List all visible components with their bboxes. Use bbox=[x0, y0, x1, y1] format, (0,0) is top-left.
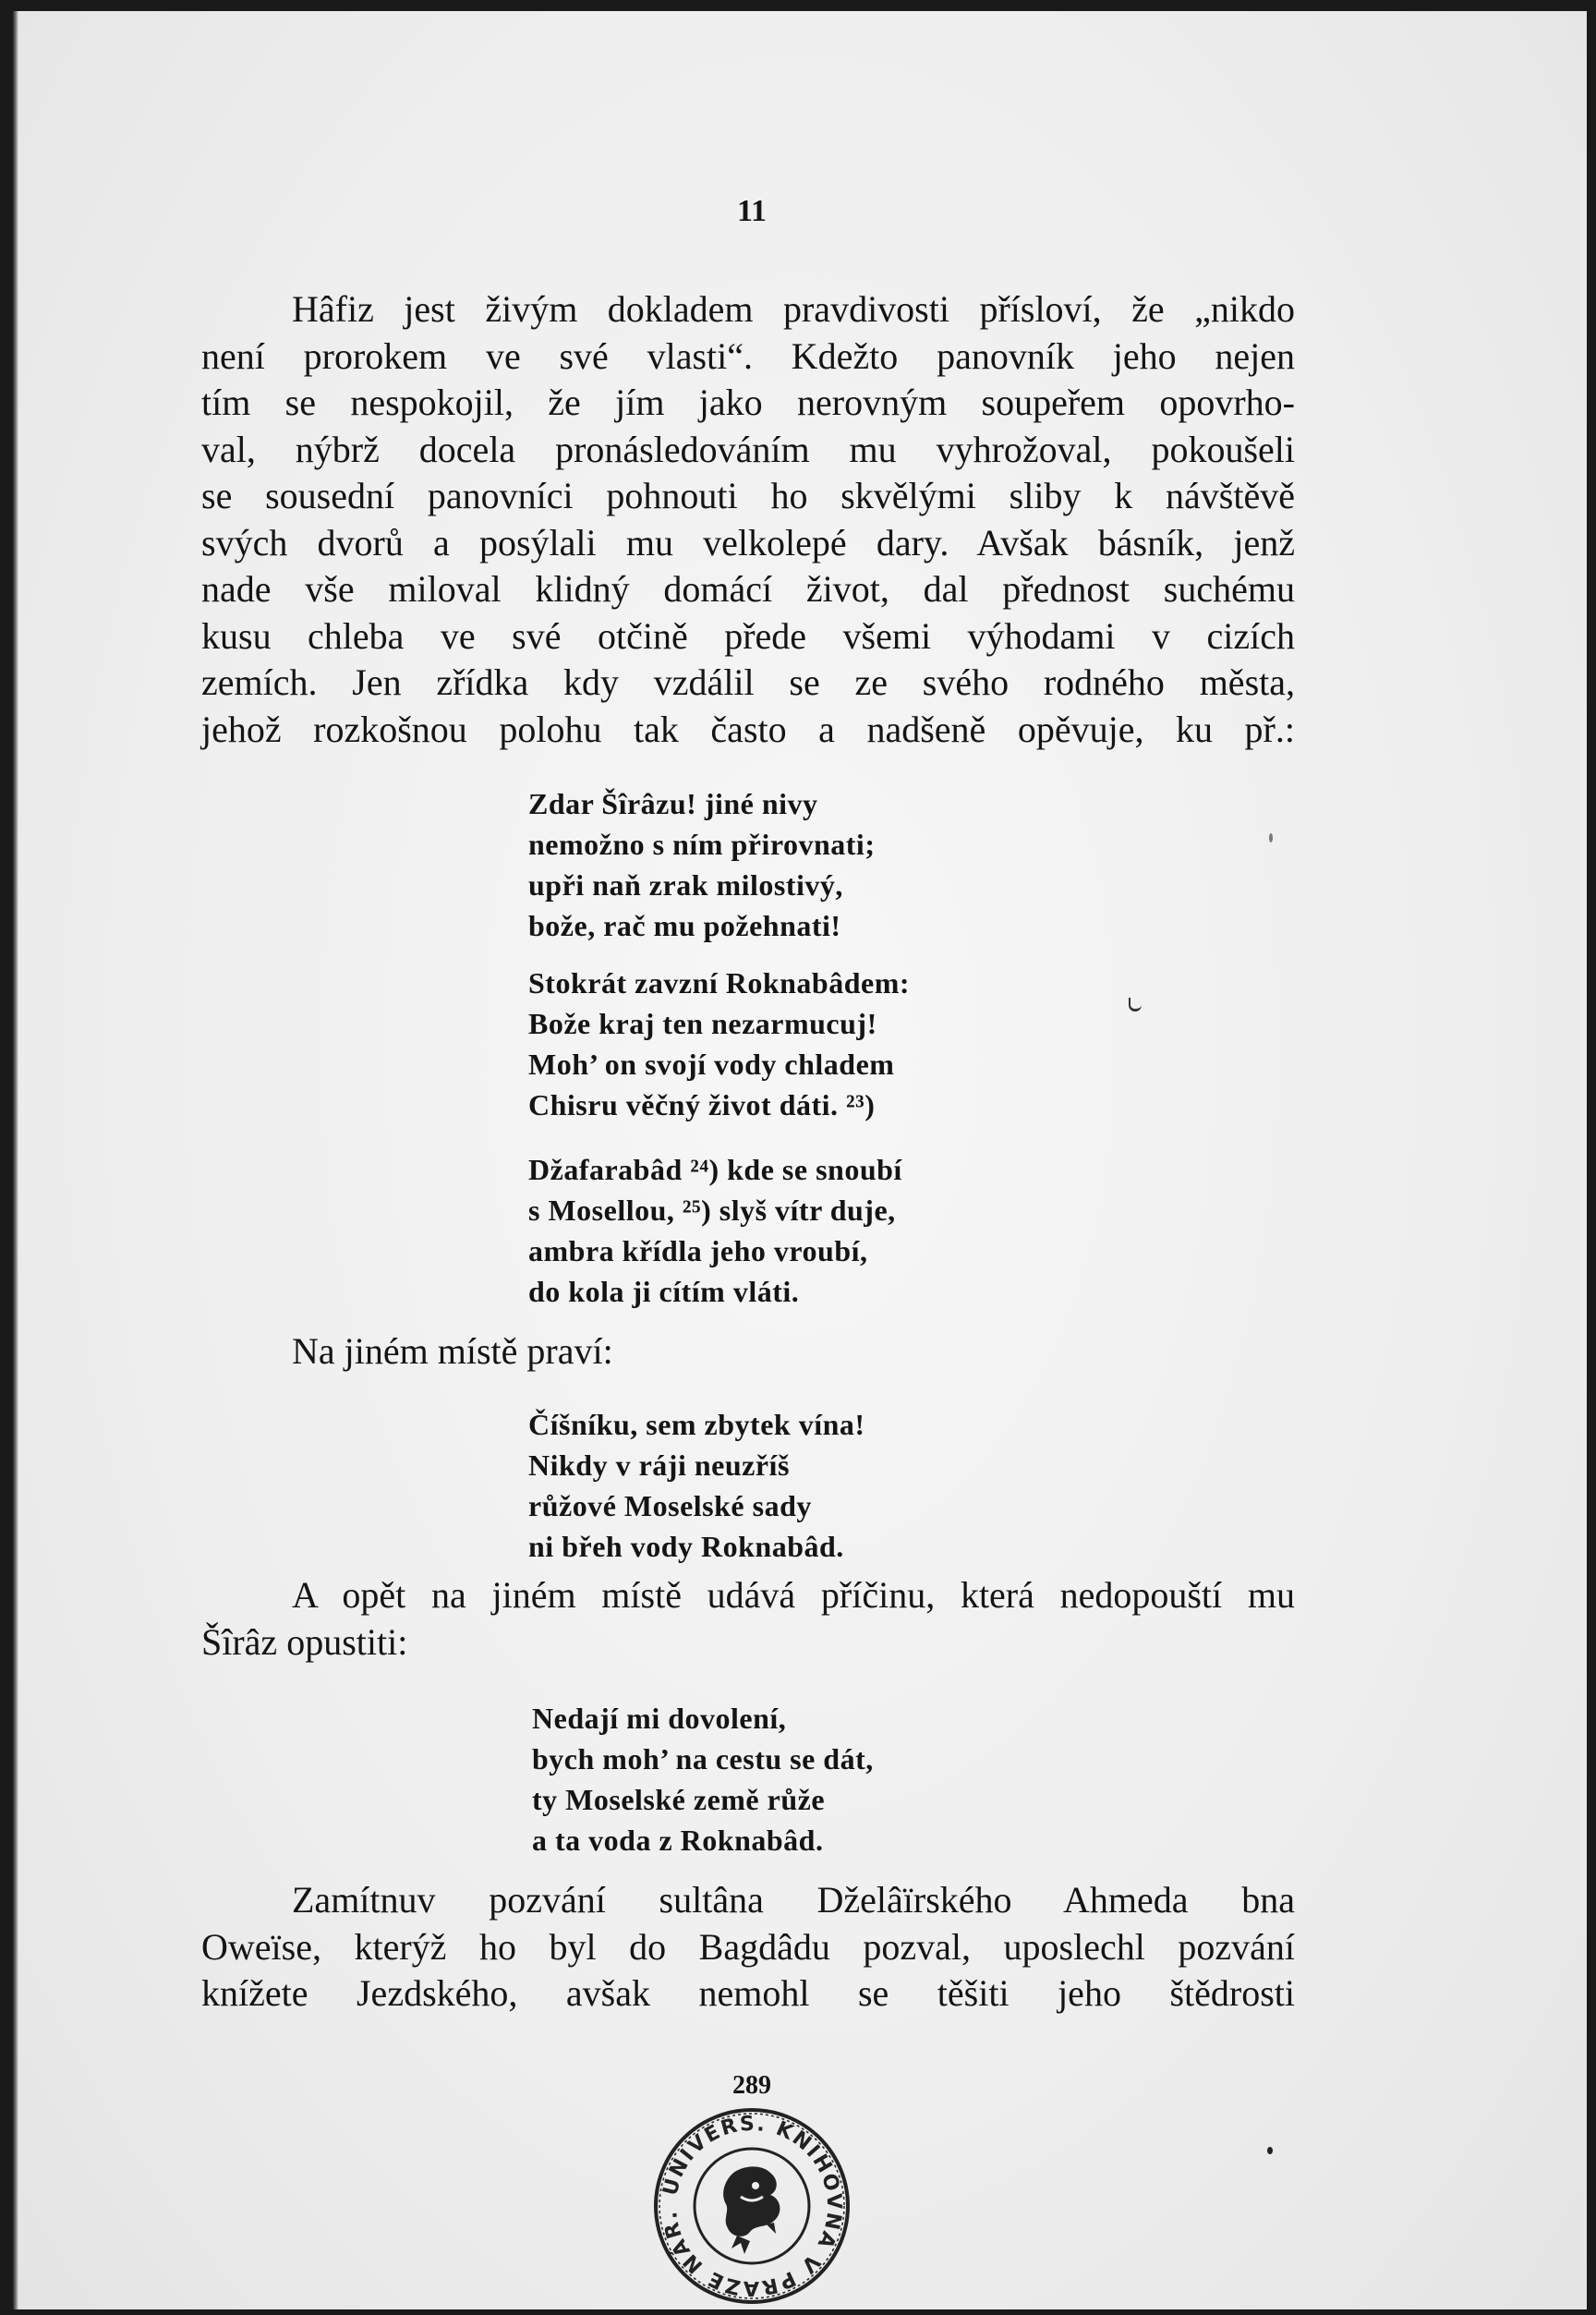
verse-line: nemožno s ním přirovnati; bbox=[528, 828, 876, 861]
verse-line: ambra křídla jeho vroubí, bbox=[528, 1234, 868, 1267]
text-line: Zamítnuv pozvání sultâna Dželâïrského Ahmeda bna bbox=[292, 1879, 1295, 1921]
verse-line: ni břeh vody Roknabâd. bbox=[528, 1530, 844, 1563]
verse-line: Zdar Šîrâzu! jiné nivy bbox=[528, 787, 818, 820]
verse-line: bože, rač mu požehnati! bbox=[528, 909, 841, 942]
text-line: Šîrâz opustiti: bbox=[201, 1620, 408, 1663]
text-line: není prorokem ve své vlasti“. Kdežto panovník jeho nejen bbox=[201, 334, 1295, 377]
text-line: nade vše miloval klidný domácí život, dal přednost suchému bbox=[201, 568, 1295, 610]
text-line: svých dvorů a posýlali mu velkolepé dary. Avšak básník, jenž bbox=[201, 521, 1295, 564]
text-line: val, nýbrž docela pronásledováním mu vyhrožoval, pokoušeli bbox=[201, 428, 1295, 470]
text-line: tím se nespokojil, že jím jako nerovným soupeřem opovrho- bbox=[201, 382, 1295, 423]
verse-line: bych moh’ na cestu se dát, bbox=[532, 1742, 874, 1776]
intro-line: Na jiném místě praví: bbox=[292, 1330, 613, 1372]
page-number: 11 bbox=[736, 194, 768, 228]
library-stamp-icon bbox=[652, 2106, 852, 2306]
verse-stanza-5 bbox=[532, 1698, 874, 1860]
scan-speck bbox=[1267, 2147, 1273, 2154]
verse-line: ty Moselské země růže bbox=[532, 1783, 826, 1816]
svg-text:UNIVERS. KNIHOVNA V PRAZE NÁR.: UNIVERS. KNIHOVNA V PRAZE NÁR. bbox=[659, 2112, 846, 2300]
verse-line: Číšníku, sem zbytek vína! bbox=[528, 1408, 865, 1441]
verse-line: Moh’ on svojí vody chladem bbox=[528, 1048, 895, 1081]
verse-line: Bože kraj ten nezarmucuj! bbox=[528, 1007, 877, 1040]
text-line: Oweïse, kterýž ho byl do Bagdâdu pozval, uposlechl pozvání bbox=[201, 1925, 1295, 1968]
text-line: kusu chleba ve své otčině přede všemi výhodami v cizích bbox=[201, 614, 1295, 657]
verse-line: růžové Moselské sady bbox=[528, 1489, 812, 1522]
text-line: jehož rozkošnou polohu tak často a nadšeně opěvuje, ku př.: bbox=[201, 708, 1295, 750]
book-page bbox=[13, 11, 1587, 2309]
paragraph-1 bbox=[201, 286, 1295, 753]
paragraph-2 bbox=[201, 1572, 1295, 1666]
verse-stanza-2 bbox=[528, 963, 910, 1125]
text-line: zemích. Jen zřídka kdy vzdálil se ze svého rodného města, bbox=[201, 661, 1295, 703]
verse-stanza-3 bbox=[528, 1149, 902, 1312]
page-edge-shadow bbox=[13, 11, 18, 2309]
text-line: se sousední panovníci pohnouti ho skvělými sliby k návštěvě bbox=[201, 475, 1295, 516]
verse-line: upři naň zrak milostivý, bbox=[528, 868, 843, 902]
verse-line: s Mosellou, ²⁵) slyš vítr duje, bbox=[528, 1194, 896, 1227]
text-line: A opět na jiném místě udává příčinu, která nedopouští mu bbox=[292, 1574, 1295, 1616]
verse-line: Džafarabâd ²⁴) kde se snoubí bbox=[528, 1153, 902, 1186]
verse-line: Stokrát zavzní Roknabâdem: bbox=[528, 966, 911, 1000]
verse-line: Chisru věčný život dáti. ²³) bbox=[528, 1088, 876, 1121]
scan-speck bbox=[1129, 998, 1142, 1012]
verse-stanza-4 bbox=[528, 1404, 865, 1567]
text-line: knížete Jezdského, avšak nemohl se těšiti jeho štědrosti bbox=[201, 1972, 1295, 2014]
verse-stanza-1 bbox=[528, 783, 875, 946]
text-line: Hâfiz jest živým dokladem pravdivosti přísloví, že „nikdo bbox=[292, 288, 1295, 330]
verse-line: Nedají mi dovolení, bbox=[532, 1702, 787, 1735]
lion-emblem-icon bbox=[723, 2166, 780, 2254]
paragraph-3 bbox=[201, 1877, 1295, 2018]
verse-line: a ta voda z Roknabâd. bbox=[532, 1824, 824, 1857]
catalog-number: 289 bbox=[732, 2071, 771, 2100]
verse-line: do kola ji cítím vláti. bbox=[528, 1275, 800, 1308]
verse-line: Nikdy v ráji neuzříš bbox=[528, 1448, 790, 1482]
scan-speck bbox=[1269, 833, 1273, 842]
